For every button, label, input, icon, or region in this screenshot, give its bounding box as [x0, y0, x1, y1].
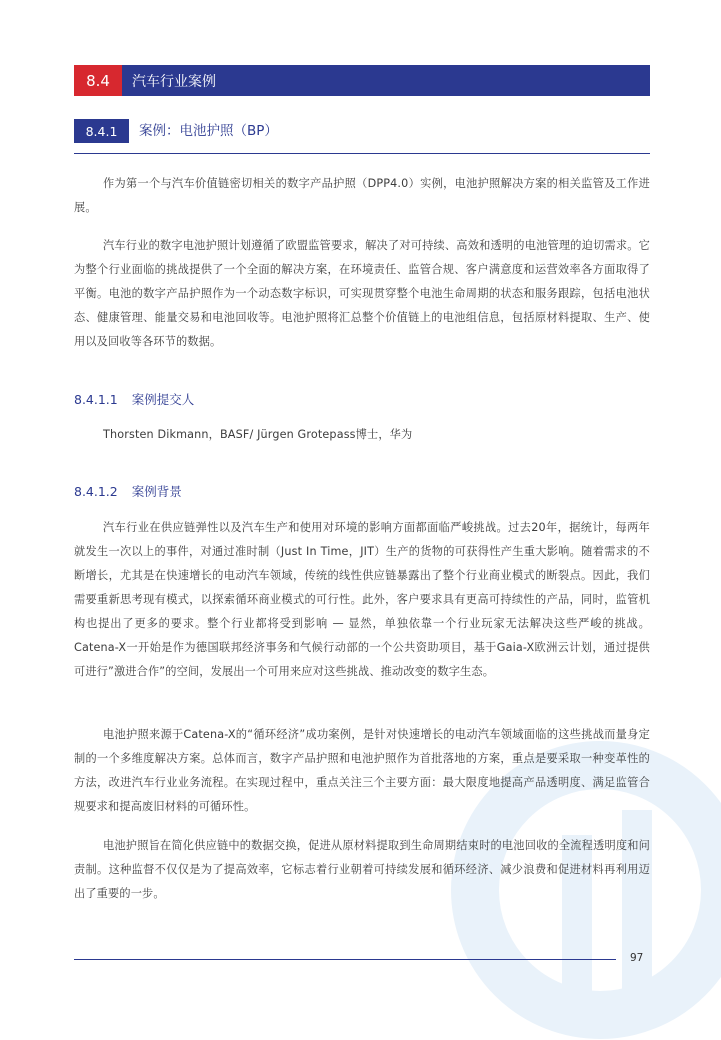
intro-paragraph-2: 汽车行业的数字电池护照计划遵循了欧盟监管要求，解决了对可持续、高效和透明的电池管理的迫切需求。它为整个行业面临的挑战提供了一个全面的解决方案，在环境责任、监管合规、客户满意度和运营效率各方面取得了平衡。电池的数字产品护照作为一个动态数字标识，可实现贯穿整个电池生命周期的状态和服务跟踪，包括电池状态、健康管理、能量交易和电池回收等。电池护照将汇总整个价值链上的电池组信息，包括原材料提取、生产、使用以及回收等各环节的数据。 — [74, 239, 650, 348]
submitter-heading — [74, 390, 194, 408]
submitter-heading-number: 8.4.1.1 — [74, 392, 118, 407]
footer-divider — [74, 959, 616, 960]
background-heading-title: 案例背景 — [131, 484, 182, 499]
section-number: 8.4 — [74, 65, 122, 96]
submitter-heading-title: 案例提交人 — [131, 392, 195, 407]
submitter-text: Thorsten Dikmann，BASF/ Jürgen Grotepass博士，华为 — [103, 428, 413, 441]
background-paragraph-3: 电池护照旨在简化供应链中的数据交换，促进从原材料提取到生命周期结束时的电池回收的全流程透明度和问责制。这种监督不仅仅是为了提高效率，它标志着行业朝着可持续发展和循环经济、减少浪费和促进材料再利用迈出了重要的一步。 — [74, 839, 650, 900]
background-heading — [74, 482, 182, 500]
subsection-number: 8.4.1 — [74, 119, 129, 143]
subsection-title: 案例：电池护照（BP） — [139, 123, 278, 139]
page-number: 97 — [630, 952, 644, 964]
intro-paragraph-1: 作为第一个与汽车价值链密切相关的数字产品护照（DPP4.0）实例，电池护照解决方案的相关监管及工作进展。 — [74, 177, 650, 214]
background-paragraph-2: 电池护照来源于Catena-X的“循环经济”成功案例，是针对快速增长的电动汽车领域面临的这些挑战而量身定制的一个多维度解决方案。总体而言，数字产品护照和电池护照作为首批落地的方案，重点是要采取一种变革性的方法，改进汽车行业业务流程。在实现过程中，重点关注三个主要方面：最大限度地提高产品透明度、满足监管合规要求和提高废旧材料的可循环性。 — [74, 728, 650, 813]
section-header — [74, 65, 650, 96]
subsection-header — [74, 119, 650, 154]
section-title: 汽车行业案例 — [132, 73, 216, 90]
background-heading-number: 8.4.1.2 — [74, 484, 118, 499]
background-paragraph-1: 汽车行业在供应链弹性以及汽车生产和使用对环境的影响方面都面临严峻挑战。过去20年，据统计，每两年就发生一次以上的事件，对通过准时制（Just In Time，JIT）生产的货物的可获得性产生重大影响。随着需求的不断增长，尤其是在快速增长的电动汽车领域，传统的线性供应链暴露出了整个行业商业模式的断裂点。因此，我们需要重新思考现有模式，以探索循环商业模式的可行性。此外，客户要求具有更高可持续性的产品，同时，监管机构也提出了更多的要求。整个行业都将受到影响 — 显然，单独依靠一个行业玩家无法解决这些严峻的挑战。Catena-X一开始是作为德国联邦经济事务和气候行动部的一个公共资助项目，基于Gaia-X欧洲云计划，通过提供可进行”激进合作”的空间，发展出一个可用来应对这些挑战、推动改变的数字生态。 — [74, 521, 650, 678]
